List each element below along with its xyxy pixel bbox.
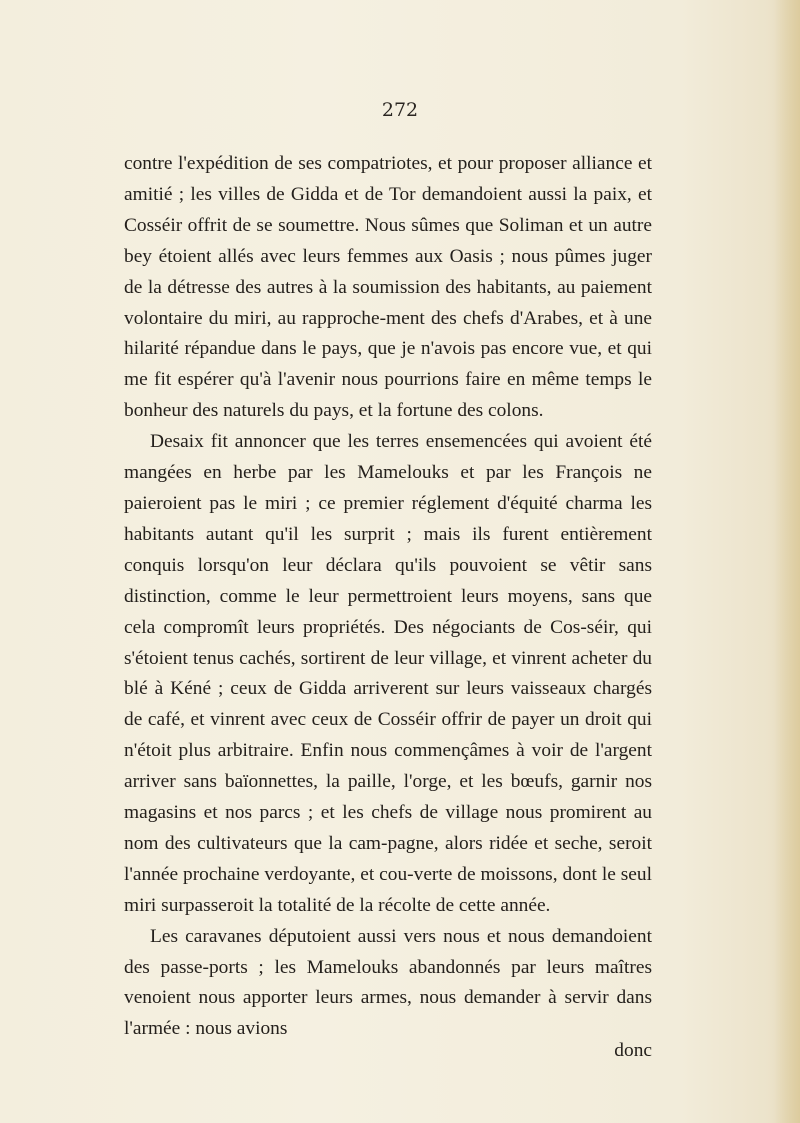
catchword: donc <box>614 1040 652 1061</box>
page-number: 272 <box>381 99 419 121</box>
paragraph-3: Les caravanes députoient aussi vers nous et nous demandoient des passe-ports ; les Mamelouks abandonnés par leurs maîtres venoient nous apporter leurs armes, nous demander à servir dans l'armée : nous avions <box>124 925 652 1040</box>
paragraph-2: Desaix fit annoncer que les terres ensemencées qui avoient été mangées en herbe par les Mamelouks et par les François ne paieroient pas le miri ; ce premier réglement d'équité charma les habitants autant qu'il les surprit ; mais ils furent entièrement conquis lorsqu'on leur déclara qu'ils pouvoient se vêtir sans distinction, comme le leur permettroient leurs moyens, sans que cela compromît leurs propriétés. Des négociants de Cos-séir, qui s'étoient tenus cachés, sortirent de leur village, et vinrent acheter du blé à Kéné ; ceux de Gidda arriverent sur leurs vaisseaux chargés de café, et vinrent avec ceux de Cosséir offrir de payer un droit qui n'étoit plus arbitraire. Enfin nous commençâmes à voir de l'argent arriver sans baïonnettes, la paille, l'orge, et les bœufs, garnir nos magasins et nos parcs ; et les chefs de village nous promirent au nom des cultivateurs que la cam-pagne, alors ridée et seche, seroit l'année prochaine verdoyante, et cou-verte de moissons, dont le seul miri surpasseroit la totalité de la récolte de cette année. <box>124 431 652 916</box>
page-edge-shading <box>774 0 800 1123</box>
paragraph-1: contre l'expédition de ses compatriotes, et pour proposer alliance et amitié ; les villes de Gidda et de Tor demandoient aussi la paix, et Cosséir offrit de se soumettre. Nous sûmes que Soliman et un autre bey étoient allés avec leurs femmes aux Oasis ; nous pûmes juger de la détresse des autres à la soumission des habitants, au paiement volontaire du miri, au rapproche-ment des chefs d'Arabes, et à une hilarité répandue dans le pays, que je n'avois pas encore vue, et qui me fit espérer qu'à l'avenir nous pourrions faire en même temps le bonheur des naturels du pays, et la fortune des colons. <box>124 153 652 422</box>
body-text <box>124 149 652 1045</box>
